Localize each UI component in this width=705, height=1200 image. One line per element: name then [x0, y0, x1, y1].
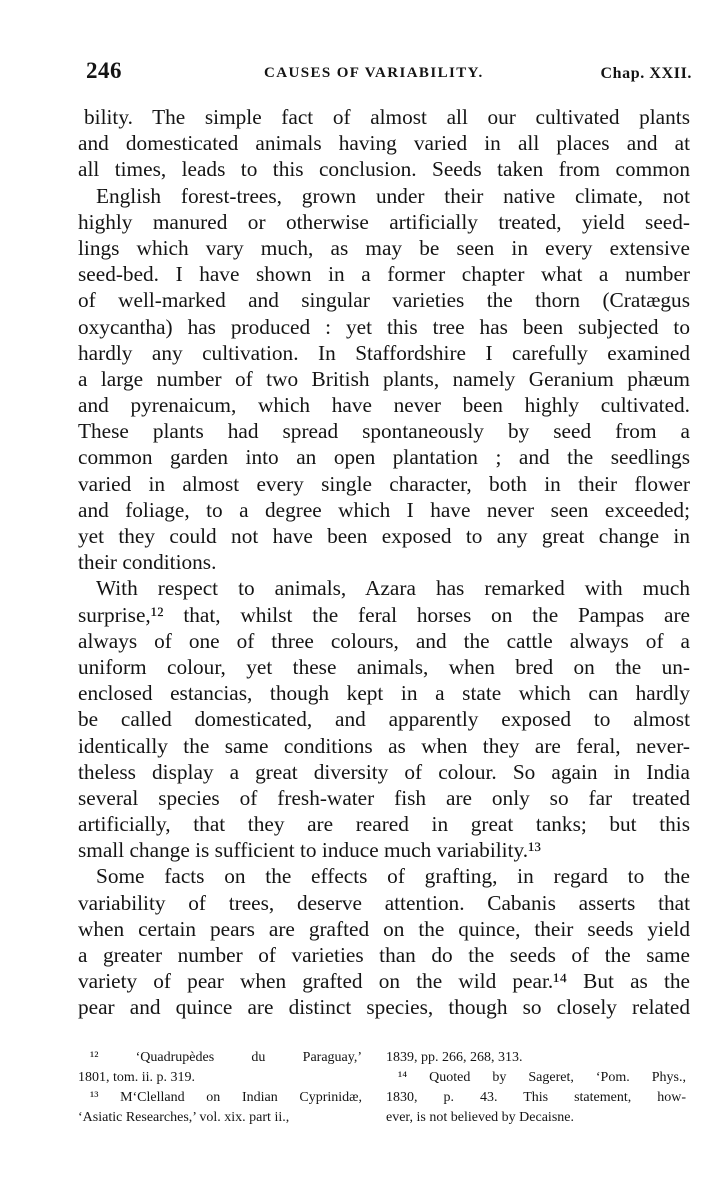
footnote-line: 1830, p. 43. This statement, how- [386, 1090, 686, 1105]
page-header [86, 58, 692, 88]
footnotes-right-column [386, 1048, 686, 1128]
text-line: pear and quince are distinct species, though so closely related [78, 995, 690, 1020]
text-line: be called domesticated, and apparently exposed to almost [78, 707, 690, 732]
footnote-line: ¹⁴ Quoted by Sageret, ‘Pom. Phys., [398, 1070, 686, 1085]
footnote-line: 1839, pp. 266, 268, 313. [386, 1050, 523, 1065]
text-line: bility. The simple fact of almost all our cultivated plants [84, 105, 690, 129]
text-line: yet they could not have been exposed to any great change in [78, 524, 690, 548]
text-line: of well-marked and singular varieties the thorn (Cratægus [78, 288, 690, 313]
text-line: artificially, that they are reared in great tanks; but this [78, 812, 690, 837]
text-line: highly manured or otherwise artificially treated, yield seed- [78, 209, 690, 234]
text-line: and domesticated animals having varied in all places and at [78, 131, 690, 156]
text-line: a greater number of varieties than do the seeds of the same [78, 943, 690, 967]
text-line: hardly any cultivation. In Staffordshire I carefully examined [78, 340, 690, 365]
footnote-line: ¹³ M‘Clelland on Indian Cyprinidæ, [90, 1090, 362, 1105]
text-line: uniform colour, yet these animals, when bred on the un- [78, 654, 690, 679]
text-line: English forest-trees, grown under their native climate, not [96, 183, 690, 208]
text-line: theless display a great diversity of colour. So again in India [78, 759, 690, 784]
body-text [78, 104, 690, 1021]
text-line: surprise,¹² that, whilst the feral horses on the Pampas are [78, 602, 690, 627]
text-line: their conditions. [78, 550, 217, 575]
text-line: and foliage, to a degree which I have never seen exceeded; [78, 497, 690, 522]
footnote-line: 1801, tom. ii. p. 319. [78, 1070, 196, 1085]
text-line: varied in almost every single character, both in their flower [78, 471, 690, 496]
text-line: variability of trees, deserve attention. Cabanis asserts that [78, 890, 690, 915]
text-line: enclosed estancias, though kept in a state which can hardly [78, 681, 690, 706]
text-line: all times, leads to this conclusion. Seeds taken from common [78, 157, 690, 182]
running-title: CAUSES OF VARIABILITY. [264, 65, 484, 81]
text-line: These plants had spread spontaneously by seed from a [78, 419, 690, 444]
footnotes-left-column [78, 1048, 362, 1128]
footnote-line: ¹² ‘Quadrupèdes du Paraguay,’ [90, 1050, 362, 1065]
text-line: a large number of two British plants, namely Geranium phæum [78, 366, 690, 391]
paragraph-start-line: Some facts on the effects of grafting, in regard to the [96, 864, 690, 889]
text-line: variety of pear when grafted on the wild pear.¹⁴ But as the [78, 969, 690, 994]
text-line: oxycantha) has produced : yet this tree has been subjected to [78, 314, 690, 339]
text-line: when certain pears are grafted on the quince, their seeds yield [78, 916, 690, 941]
text-line: common garden into an open plantation ; and the seedlings [78, 445, 690, 470]
paragraph-start-line: With respect to animals, Azara has remarked with much [96, 576, 690, 601]
footnote-line: ‘Asiatic Researches,’ vol. xix. part ii., [78, 1110, 290, 1125]
text-line: small change is sufficient to induce much variability.¹³ [78, 838, 541, 863]
text-line: always of one of three colours, and the cattle always of a [78, 628, 690, 653]
page-number: 246 [86, 58, 122, 83]
text-line: several species of fresh-water fish are only so far treated [78, 785, 690, 810]
chapter-label: Chap. XXII. [600, 65, 692, 82]
footnote-line: ever, is not believed by Decaisne. [386, 1110, 574, 1125]
text-line: and pyrenaicum, which have never been highly cultivated. [78, 393, 690, 418]
text-line: identically the same conditions as when they are feral, never- [78, 733, 690, 758]
text-line: seed-bed. I have shown in a former chapter what a number [78, 262, 690, 287]
text-line: lings which vary much, as may be seen in every extensive [78, 235, 690, 260]
